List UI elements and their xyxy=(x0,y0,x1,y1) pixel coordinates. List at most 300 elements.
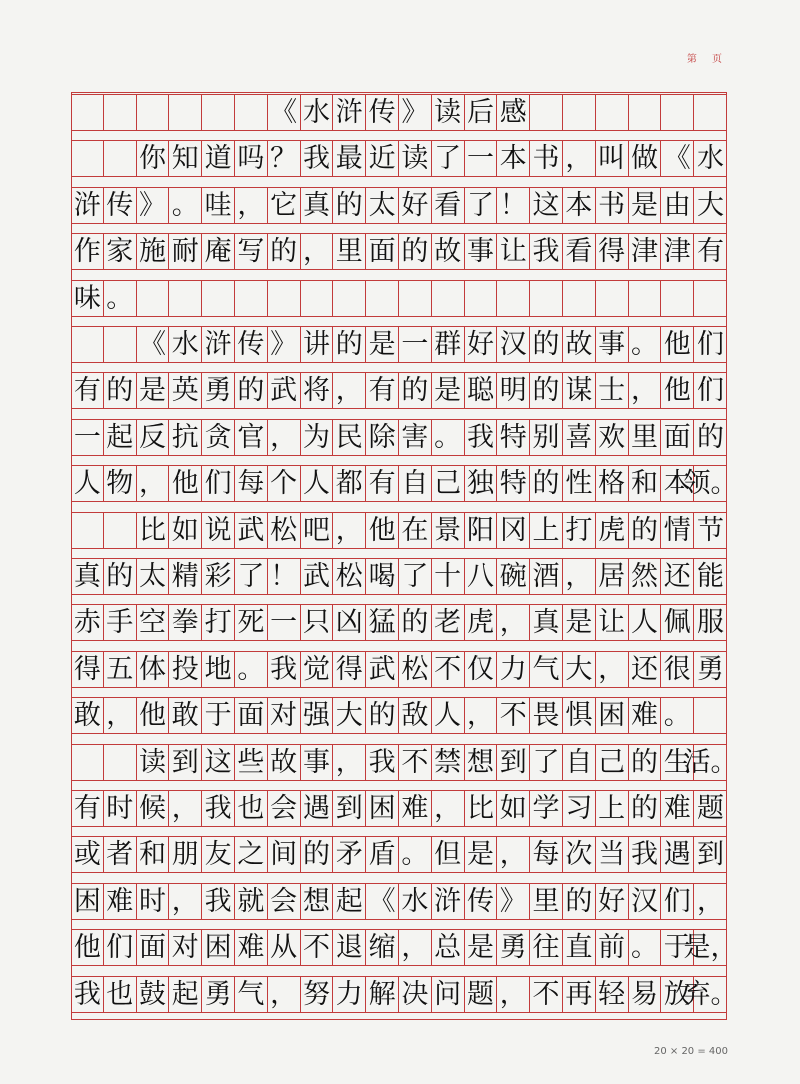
grid-cell: 在 xyxy=(399,513,432,548)
grid-cell: 解 xyxy=(366,977,399,1012)
grid-cell: 别 xyxy=(530,420,563,455)
grid-cell: 到 xyxy=(169,745,202,780)
grid-cell: 惧 xyxy=(563,698,596,733)
grid-cell: 群 xyxy=(432,327,465,362)
grid-cell: 最 xyxy=(333,141,366,176)
grid-cell: 都 xyxy=(333,466,366,501)
grid-cell: 是 xyxy=(629,188,662,223)
grid-cell: 我 xyxy=(268,652,301,687)
grid-cell: 了 xyxy=(432,141,465,176)
grid-cell: 他 xyxy=(71,930,104,965)
grid-cell: 事 xyxy=(301,745,334,780)
grid-cell: 了 xyxy=(530,745,563,780)
grid-cell: 事 xyxy=(596,327,629,362)
grid-cell: 吧 xyxy=(301,513,334,548)
grid-cell: 敌 xyxy=(399,698,432,733)
grid-cell: 再 xyxy=(563,977,596,1012)
grid-cell: 是 xyxy=(366,327,399,362)
grid-cell: 将 xyxy=(301,373,334,408)
grid-cell: 打 xyxy=(563,513,596,548)
grid-cell: 决 xyxy=(399,977,432,1012)
grid-cell: 手 xyxy=(104,605,137,640)
grid-cell: 性 xyxy=(563,466,596,501)
grid-cell: 的 xyxy=(235,373,268,408)
grid-cell: 虎 xyxy=(465,605,498,640)
grid-cell: 后 xyxy=(465,95,498,130)
grid-cell: 从 xyxy=(268,930,301,965)
grid-cell: 矛 xyxy=(333,837,366,872)
grid-cell: 起 xyxy=(169,977,202,1012)
grid-cell: 我 xyxy=(301,141,334,176)
grid-cell: 强 xyxy=(301,698,334,733)
grid-cell: ， xyxy=(563,141,596,176)
grid-cell: 就 xyxy=(235,884,268,919)
grid-cell: 的 xyxy=(697,421,725,453)
grid-cell: ， xyxy=(497,837,530,872)
grid-cell: 些 xyxy=(235,745,268,780)
grid-cell: 由 xyxy=(661,188,694,223)
grid-cell: 阳 xyxy=(465,513,498,548)
grid-cell: 比 xyxy=(137,513,170,548)
grid-cell: 他 xyxy=(661,327,694,362)
grid-cell: 禁 xyxy=(432,745,465,780)
grid-cell: 五 xyxy=(104,652,137,687)
grid-cell: 。 xyxy=(399,837,432,872)
grid-cell: 说 xyxy=(202,513,235,548)
grid-cell: 汉 xyxy=(629,884,662,919)
grid-cell: 们 xyxy=(697,375,725,407)
grid-cell: 抗 xyxy=(169,420,202,455)
grid-cell: 让 xyxy=(497,234,530,269)
grid-cell: 难 xyxy=(629,698,662,733)
grid-cell: 。 xyxy=(235,652,268,687)
grid-cell: 友 xyxy=(202,837,235,872)
grid-cell: 觉 xyxy=(301,652,334,687)
grid-cell: ， xyxy=(697,885,725,917)
grid-cell: 面 xyxy=(235,698,268,733)
grid-cell: 投 xyxy=(169,652,202,687)
grid-cell: 浒 xyxy=(432,884,465,919)
grid-cell: 难 xyxy=(399,791,432,826)
grid-cell: 彩 xyxy=(202,559,235,594)
grid-cell: 个 xyxy=(268,466,301,501)
grid-cell: 叫 xyxy=(596,141,629,176)
grid-cell: 自 xyxy=(399,466,432,501)
grid-cell: 拳 xyxy=(169,605,202,640)
grid-cell: 老 xyxy=(432,605,465,640)
grid-cell: 这 xyxy=(202,745,235,780)
grid-cell: 我 xyxy=(465,420,498,455)
grid-cell: 上 xyxy=(530,513,563,548)
grid-cell: 《 xyxy=(137,327,170,362)
grid-cell: 会 xyxy=(268,791,301,826)
grid-size-label: 20 × 20 = 400 xyxy=(653,1046,728,1057)
grid-cell: 面 xyxy=(661,420,694,455)
grid-cell: 。 xyxy=(432,420,465,455)
grid-cell: 传 xyxy=(465,884,498,919)
grid-cell: 学 xyxy=(530,791,563,826)
grid-cell: 你 xyxy=(137,141,170,176)
grid-cell: 津 xyxy=(629,234,662,269)
grid-cell: 了 xyxy=(399,559,432,594)
grid-cell: 大 xyxy=(563,652,596,687)
grid-cell: 它 xyxy=(268,188,301,223)
grid-cell: 浒 xyxy=(71,188,104,223)
grid-cell: 气 xyxy=(530,652,563,687)
grid-cell: 气 xyxy=(235,977,268,1012)
grid-cell: 水 xyxy=(169,327,202,362)
grid-cell: 当 xyxy=(596,837,629,872)
grid-cell: 大 xyxy=(333,698,366,733)
grid-cell: ， xyxy=(497,977,530,1012)
grid-cell: 真 xyxy=(301,188,334,223)
grid-cell: 是 xyxy=(137,373,170,408)
grid-cell: ， xyxy=(268,977,301,1012)
grid-cell: 太 xyxy=(366,188,399,223)
grid-cell: 还 xyxy=(629,652,662,687)
grid-cell: 他 xyxy=(169,466,202,501)
grid-cell: 水 xyxy=(301,95,334,130)
grid-cell: 和 xyxy=(137,837,170,872)
grid-cell: 间 xyxy=(268,837,301,872)
grid-cell: 得 xyxy=(71,652,104,687)
grid-cell: 故 xyxy=(268,745,301,780)
grid-cell: 的 xyxy=(399,605,432,640)
grid-cell: 遇 xyxy=(661,837,694,872)
grid-cell: 的 xyxy=(301,837,334,872)
grid-cell: 是 xyxy=(563,605,596,640)
grid-cell: 困 xyxy=(71,884,104,919)
grid-cell: 的 xyxy=(268,234,301,269)
grid-cell: 有 xyxy=(71,373,104,408)
grid-cell: 不 xyxy=(497,698,530,733)
grid-cell: 难 xyxy=(104,884,137,919)
grid-cell: 如 xyxy=(497,791,530,826)
grid-cell: 虎 xyxy=(596,513,629,548)
grid-cell: 然 xyxy=(629,559,662,594)
grid-cell: 的 xyxy=(399,234,432,269)
grid-cell: 。 xyxy=(661,698,694,733)
grid-cell: ， xyxy=(563,559,596,594)
grid-cell: 英 xyxy=(169,373,202,408)
grid-cell: ， xyxy=(333,745,366,780)
grid-cell: 起 xyxy=(333,884,366,919)
grid-cell: 反 xyxy=(137,420,170,455)
grid-cell: 。 xyxy=(629,327,662,362)
grid-cell: 冈 xyxy=(497,513,530,548)
grid-cell: 的 xyxy=(399,373,432,408)
grid-cell: 松 xyxy=(333,559,366,594)
grid-cell: 道 xyxy=(202,141,235,176)
grid-cell: 还 xyxy=(661,559,694,594)
grid-cell: 情 xyxy=(661,513,694,548)
grid-cell: 水 xyxy=(697,143,725,175)
grid-cell: 知 xyxy=(169,141,202,176)
grid-cell: 们 xyxy=(697,329,725,360)
grid-cell: 《 xyxy=(268,95,301,130)
grid-cell: 对 xyxy=(169,930,202,965)
grid-cell: 总 xyxy=(432,930,465,965)
grid-cell: 比 xyxy=(465,791,498,826)
grid-cell: 景 xyxy=(432,513,465,548)
grid-cell: 做 xyxy=(629,141,662,176)
grid-cell: 里 xyxy=(530,884,563,919)
grid-cell: 独 xyxy=(465,466,498,501)
grid-cell: 。 xyxy=(629,930,662,965)
grid-cell: 喜 xyxy=(563,420,596,455)
grid-cell: 领。 xyxy=(683,468,738,500)
grid-cell: 朋 xyxy=(169,837,202,872)
grid-cell: 敢 xyxy=(169,698,202,733)
grid-cell: 讲 xyxy=(301,327,334,362)
grid-cell: 不 xyxy=(301,930,334,965)
grid-cell: ， xyxy=(333,373,366,408)
grid-cell: 困 xyxy=(202,930,235,965)
grid-cell: 好 xyxy=(596,884,629,919)
grid-cell: 我 xyxy=(530,234,563,269)
grid-cell: 勇 xyxy=(202,977,235,1012)
grid-cell: 面 xyxy=(366,234,399,269)
grid-cell: 己 xyxy=(596,745,629,780)
grid-cell: ， xyxy=(169,884,202,919)
grid-border xyxy=(71,92,738,1020)
grid-cell: 了 xyxy=(235,559,268,594)
grid-cell: ， xyxy=(137,466,170,501)
grid-cell: 的 xyxy=(104,373,137,408)
grid-cell: 但 xyxy=(432,837,465,872)
grid-cell: ， xyxy=(497,605,530,640)
grid-cell: 喝 xyxy=(366,559,399,594)
grid-cell: 于 xyxy=(661,930,694,965)
grid-cell: 们 xyxy=(202,466,235,501)
grid-cell: 本 xyxy=(563,188,596,223)
grid-cell: 谋 xyxy=(563,373,596,408)
grid-cell: 者 xyxy=(104,837,137,872)
grid-cell: ， xyxy=(432,791,465,826)
grid-cell: 为 xyxy=(301,420,334,455)
grid-cell: 庵 xyxy=(202,234,235,269)
grid-cell: 有 xyxy=(71,791,104,826)
grid-cell: 前 xyxy=(596,930,629,965)
grid-cell: 不 xyxy=(530,977,563,1012)
grid-cell: 到 xyxy=(333,791,366,826)
grid-cell: 力 xyxy=(497,652,530,687)
grid-cell: 得 xyxy=(596,234,629,269)
grid-cell: 赤 xyxy=(71,605,104,640)
grid-cell: 时 xyxy=(137,884,170,919)
grid-cell: 人 xyxy=(629,605,662,640)
grid-cell: 真 xyxy=(530,605,563,640)
grid-cell: 读 xyxy=(137,745,170,780)
grid-cell: 的 xyxy=(104,559,137,594)
grid-cell: 每 xyxy=(530,837,563,872)
grid-cell: 家 xyxy=(104,234,137,269)
grid-cell: 于 xyxy=(202,698,235,733)
grid-cell: 作 xyxy=(71,234,104,269)
grid-cell: 传 xyxy=(366,95,399,130)
grid-cell: 松 xyxy=(268,513,301,548)
page-number-label: 第 页 xyxy=(686,54,728,65)
grid-cell: 易 xyxy=(629,977,662,1012)
grid-cell: 好 xyxy=(399,188,432,223)
grid-cell: 盾 xyxy=(366,837,399,872)
grid-cell: 》 xyxy=(137,188,170,223)
grid-cell: 们 xyxy=(661,884,694,919)
grid-cell: 事 xyxy=(465,234,498,269)
grid-cell: ， xyxy=(596,652,629,687)
grid-cell: 也 xyxy=(104,977,137,1012)
grid-cell: 的 xyxy=(629,745,662,780)
grid-cell: 。 xyxy=(169,188,202,223)
grid-cell: 凶 xyxy=(333,605,366,640)
grid-cell: 哇 xyxy=(202,188,235,223)
grid-cell: 有 xyxy=(366,466,399,501)
grid-cell: 也 xyxy=(235,791,268,826)
grid-cell: 候 xyxy=(137,791,170,826)
grid-cell: 体 xyxy=(137,652,170,687)
grid-cell: ， xyxy=(268,420,301,455)
grid-cell: 不 xyxy=(432,652,465,687)
grid-cell: 的 xyxy=(629,513,662,548)
grid-cell: 勇 xyxy=(697,653,725,685)
grid-cell: 鼓 xyxy=(137,977,170,1012)
grid-cell: 得 xyxy=(333,652,366,687)
grid-cell: ！ xyxy=(497,188,530,223)
grid-cell: ， xyxy=(399,930,432,965)
grid-cell: 努 xyxy=(301,977,334,1012)
grid-cell: 仅 xyxy=(465,652,498,687)
grid-cell: 一 xyxy=(399,327,432,362)
grid-cell: 如 xyxy=(169,513,202,548)
grid-cell: ， xyxy=(333,513,366,548)
grid-cell: 问 xyxy=(432,977,465,1012)
grid-cell: 己 xyxy=(432,466,465,501)
grid-cell: 起 xyxy=(104,420,137,455)
grid-cell: 害 xyxy=(399,420,432,455)
grid-cell: 近 xyxy=(366,141,399,176)
grid-cell: 聪 xyxy=(465,373,498,408)
grid-cell: 打 xyxy=(202,605,235,640)
grid-cell: 武 xyxy=(235,513,268,548)
grid-cell: 士 xyxy=(596,373,629,408)
grid-cell: 是， xyxy=(683,932,738,964)
grid-cell: 的 xyxy=(629,791,662,826)
grid-cell: 轻 xyxy=(596,977,629,1012)
grid-cell: ， xyxy=(235,188,268,223)
grid-cell: 人 xyxy=(432,698,465,733)
grid-cell: 的 xyxy=(563,884,596,919)
grid-cell: 书 xyxy=(596,188,629,223)
grid-cell: 居 xyxy=(596,559,629,594)
grid-cell: 面 xyxy=(137,930,170,965)
grid-cell: 到 xyxy=(697,839,725,871)
grid-cell: 明 xyxy=(497,373,530,408)
grid-cell: 松 xyxy=(399,652,432,687)
grid-cell: 不 xyxy=(399,745,432,780)
grid-cell: 空 xyxy=(137,605,170,640)
grid-cell: 直 xyxy=(563,930,596,965)
grid-cell: 难 xyxy=(661,791,694,826)
grid-cell: 敢 xyxy=(71,698,104,733)
grid-cell: 畏 xyxy=(530,698,563,733)
grid-cell: 除 xyxy=(366,420,399,455)
grid-cell: 格 xyxy=(596,466,629,501)
grid-cell: 难 xyxy=(235,930,268,965)
grid-cell: 他 xyxy=(137,698,170,733)
grid-cell: 他 xyxy=(661,373,694,408)
grid-cell: 《 xyxy=(661,141,694,176)
grid-cell: 力 xyxy=(333,977,366,1012)
grid-cell: 的 xyxy=(530,373,563,408)
grid-cell: 往 xyxy=(530,930,563,965)
grid-cell: 本 xyxy=(497,141,530,176)
grid-cell: ， xyxy=(465,698,498,733)
grid-cell: 我 xyxy=(202,791,235,826)
grid-cell: 勇 xyxy=(497,930,530,965)
grid-cell: 是 xyxy=(432,373,465,408)
grid-cell: 上 xyxy=(596,791,629,826)
grid-cell: 地 xyxy=(202,652,235,687)
grid-cell: ， xyxy=(104,698,137,733)
grid-cell: 们 xyxy=(104,930,137,965)
grid-cell: 服 xyxy=(697,607,725,639)
grid-cell: 一 xyxy=(465,141,498,176)
grid-cell: 书 xyxy=(530,141,563,176)
grid-cell: 读 xyxy=(432,95,465,130)
grid-cell: 》 xyxy=(497,884,530,919)
grid-cell: 真 xyxy=(71,559,104,594)
grid-cell: 读 xyxy=(399,141,432,176)
grid-cell: 碗 xyxy=(497,559,530,594)
grid-cell: 是 xyxy=(465,930,498,965)
grid-cell: 传 xyxy=(104,188,137,223)
grid-cell: 佩 xyxy=(661,605,694,640)
grid-cell: 浒 xyxy=(333,95,366,130)
grid-cell: 困 xyxy=(366,791,399,826)
grid-cell: 我 xyxy=(629,837,662,872)
grid-cell: 猛 xyxy=(366,605,399,640)
grid-cell: 想 xyxy=(301,884,334,919)
grid-cell: 武 xyxy=(268,373,301,408)
grid-cell: 人 xyxy=(71,466,104,501)
grid-cell: 看 xyxy=(432,188,465,223)
grid-cell: 写 xyxy=(235,234,268,269)
grid-cell: 的 xyxy=(530,327,563,362)
grid-cell: 武 xyxy=(366,652,399,687)
grid-cell: 吗 xyxy=(235,141,268,176)
grid-cell: 人 xyxy=(301,466,334,501)
grid-cell: 习 xyxy=(563,791,596,826)
grid-cell: 浒 xyxy=(202,327,235,362)
grid-cell: 精 xyxy=(169,559,202,594)
grid-cell: 大 xyxy=(697,189,725,221)
grid-cell: 次 xyxy=(563,837,596,872)
grid-cell: 感 xyxy=(497,95,530,130)
grid-cell: 汉 xyxy=(497,327,530,362)
grid-cell: 的 xyxy=(333,188,366,223)
grid-cell: 一 xyxy=(268,605,301,640)
grid-cell: ， xyxy=(629,373,662,408)
grid-cell: 民 xyxy=(333,420,366,455)
grid-cell: 到 xyxy=(497,745,530,780)
grid-cell: 特 xyxy=(497,466,530,501)
grid-cell: 生 xyxy=(661,745,694,780)
grid-cell: 困 xyxy=(596,698,629,733)
grid-cell: 味 xyxy=(71,281,104,316)
grid-cell: 退 xyxy=(333,930,366,965)
grid-cell: 欢 xyxy=(596,420,629,455)
grid-cell: 和 xyxy=(629,466,662,501)
